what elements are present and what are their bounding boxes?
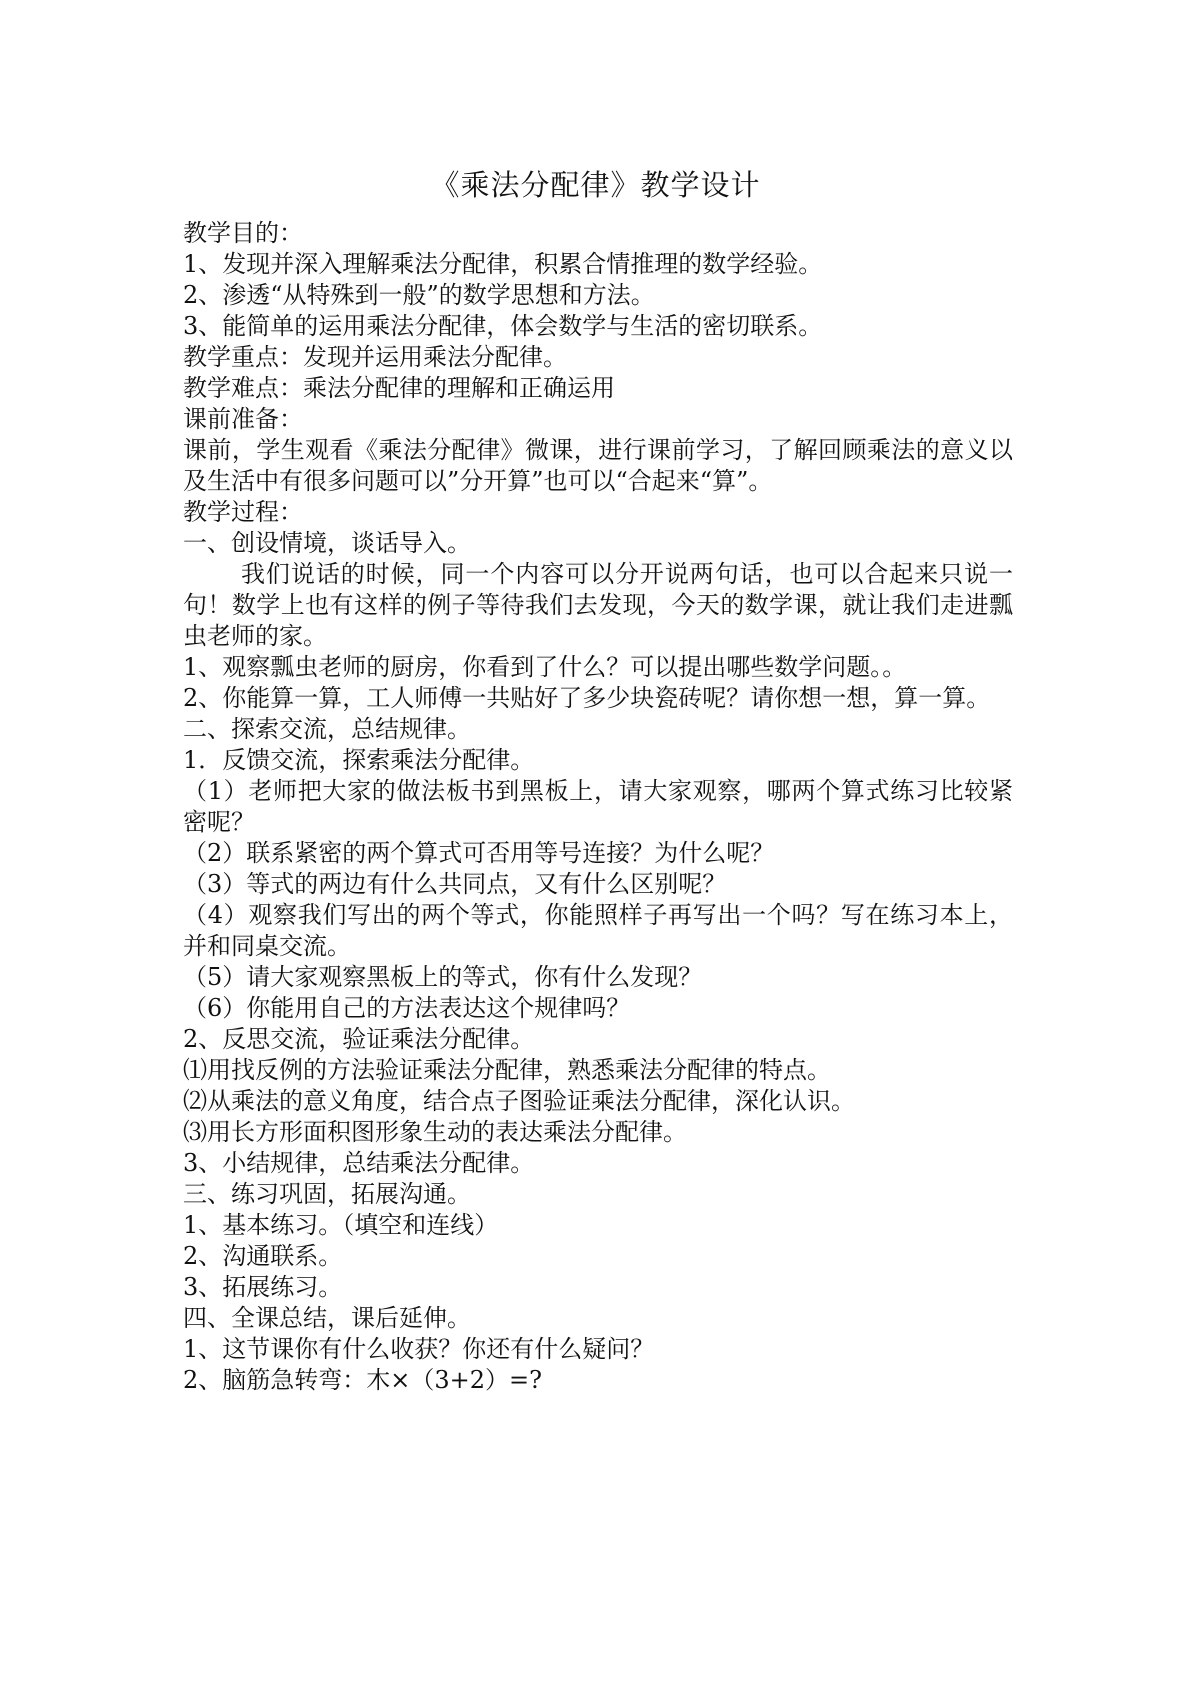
list-item: （1）老师把大家的做法板书到黑板上，请大家观察，哪两个算式练习比较紧密呢？ <box>183 777 1013 836</box>
section-heading-objectives: 教学目的： <box>183 219 303 247</box>
list-item: 2、脑筋急转弯：木×（3+2）=? <box>183 1366 543 1394</box>
list-item: 1、基本练习。（填空和连线） <box>183 1211 499 1239</box>
list-item: 1、观察瓢虫老师的厨房，你看到了什么？可以提出哪些数学问题。。 <box>183 653 907 681</box>
list-item: （2）联系紧密的两个算式可否用等号连接？为什么呢？ <box>183 839 775 867</box>
list-item: （3）等式的两边有什么共同点，又有什么区别呢？ <box>183 870 727 898</box>
key-point: 教学重点：发现并运用乘法分配律。 <box>183 343 567 371</box>
sub-heading: 1．反馈交流，探索乘法分配律。 <box>183 746 535 774</box>
part-heading: 一、创设情境，谈话导入。 <box>183 529 471 557</box>
section-heading-preparation: 课前准备： <box>183 405 303 433</box>
part-heading: 三、练习巩固，拓展沟通。 <box>183 1180 471 1208</box>
document-body <box>183 218 1013 1396</box>
list-item: （5）请大家观察黑板上的等式，你有什么发现？ <box>183 963 703 991</box>
section-heading-process: 教学过程： <box>183 498 303 526</box>
list-item: （4）观察我们写出的两个等式，你能照样子再写出一个吗？写在练习本上，并和同桌交流。 <box>183 901 1013 960</box>
list-item: 2、你能算一算，工人师傅一共贴好了多少块瓷砖呢？请你想一想，算一算。 <box>183 684 991 712</box>
part-heading: 四、全课总结，课后延伸。 <box>183 1304 471 1332</box>
list-item: ⑴用找反例的方法验证乘法分配律，熟悉乘法分配律的特点。 <box>183 1056 831 1084</box>
objective-item: 1、发现并深入理解乘法分配律，积累合情推理的数学经验。 <box>183 250 823 278</box>
list-item: 2、沟通联系。 <box>183 1242 343 1270</box>
intro-paragraph: 我们说话的时候，同一个内容可以分开说两句话，也可以合起来只说一句！数学上也有这样的例子等待我们去发现，今天的数学课，就让我们走进瓢虫老师的家。 <box>183 560 1013 650</box>
list-item: 1、这节课你有什么收获？你还有什么疑问？ <box>183 1335 655 1363</box>
list-item: ⑵从乘法的意义角度，结合点子图验证乘法分配律，深化认识。 <box>183 1087 855 1115</box>
preparation-paragraph: 课前，学生观看《乘法分配律》微课，进行课前学习，了解回顾乘法的意义以及生活中有很多问题可以”分开算”也可以“合起来“算”。 <box>183 436 1013 495</box>
objective-item: 3、能简单的运用乘法分配律，体会数学与生活的密切联系。 <box>183 312 823 340</box>
sub-heading: 2、反思交流，验证乘法分配律。 <box>183 1025 535 1053</box>
difficult-point: 教学难点：乘法分配律的理解和正确运用 <box>183 374 615 402</box>
sub-heading: 3、小结规律，总结乘法分配律。 <box>183 1149 535 1177</box>
objective-item: 2、渗透“从特殊到一般”的数学思想和方法。 <box>183 281 655 309</box>
list-item: （6）你能用自己的方法表达这个规律吗？ <box>183 994 631 1022</box>
document-title: 《乘法分配律》教学设计 <box>430 168 761 202</box>
part-heading: 二、探索交流，总结规律。 <box>183 715 471 743</box>
list-item: 3、拓展练习。 <box>183 1273 343 1301</box>
list-item: ⑶用长方形面积图形象生动的表达乘法分配律。 <box>183 1118 687 1146</box>
